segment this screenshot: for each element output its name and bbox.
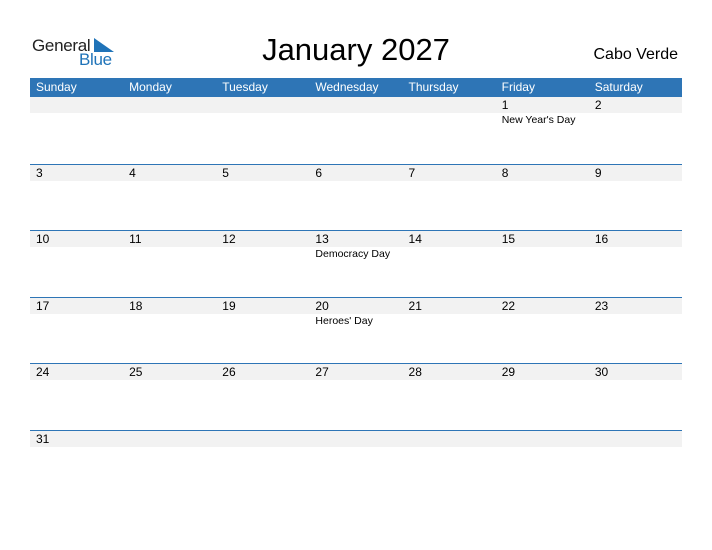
day-cell <box>589 431 682 491</box>
day-number: 22 <box>501 298 516 313</box>
day-cell <box>30 231 123 291</box>
day-cell <box>309 231 402 291</box>
day-number: 1 <box>501 98 509 112</box>
day-number: 19 <box>222 298 236 313</box>
day-cell <box>309 165 402 225</box>
day-cell <box>496 298 589 358</box>
day-number: 23 <box>594 298 609 313</box>
day-cell <box>496 97 589 157</box>
day-cell <box>403 298 496 358</box>
day-cell <box>403 231 496 291</box>
day-number: 7 <box>408 165 416 180</box>
day-number: 4 <box>129 165 136 180</box>
weekday-saturday: Saturday <box>594 80 643 94</box>
logo-text-blue: Blue <box>79 50 112 69</box>
holiday-label: Heroes' Day <box>315 314 373 327</box>
day-cell <box>123 165 216 225</box>
day-cell <box>216 165 309 225</box>
day-number: 5 <box>222 165 229 180</box>
day-cell <box>30 97 123 157</box>
weekday-sunday: Sunday <box>36 80 77 94</box>
day-number: 11 <box>129 232 142 247</box>
weekday-friday: Friday <box>501 80 535 94</box>
day-cell <box>216 431 309 491</box>
day-number: 6 <box>315 165 323 180</box>
day-number: 15 <box>501 232 516 247</box>
day-cell <box>123 97 216 157</box>
day-cell <box>589 97 682 157</box>
day-cell <box>589 298 682 358</box>
day-cell <box>123 298 216 358</box>
day-cell <box>309 298 402 358</box>
day-cell <box>216 97 309 157</box>
day-cell <box>30 165 123 225</box>
weekday-monday: Monday <box>129 80 172 94</box>
weekday-tuesday: Tuesday <box>222 80 268 94</box>
day-cell <box>496 364 589 424</box>
weekday-header <box>30 78 682 97</box>
calendar-weeks <box>30 97 682 497</box>
calendar-week-row <box>30 230 682 297</box>
day-number: 3 <box>36 165 43 180</box>
day-number: 27 <box>315 365 329 380</box>
day-number: 13 <box>315 232 329 247</box>
calendar-week-row <box>30 164 682 231</box>
day-cell <box>403 165 496 225</box>
day-cell <box>589 231 682 291</box>
country-name: Cabo Verde <box>593 46 678 63</box>
logo-text-general: General <box>32 36 91 55</box>
day-cell <box>216 231 309 291</box>
day-cell <box>309 364 402 424</box>
day-number: 10 <box>36 232 50 247</box>
day-cell <box>123 431 216 491</box>
calendar-week-row <box>30 430 682 497</box>
day-number: 28 <box>408 365 422 380</box>
holiday-label: New Year's Day <box>501 114 576 126</box>
day-number: 17 <box>36 298 50 313</box>
calendar-week-row <box>30 363 682 430</box>
day-cell <box>30 364 123 424</box>
day-cell <box>589 165 682 225</box>
day-number: 16 <box>594 232 609 247</box>
day-number: 20 <box>315 298 329 313</box>
day-cell <box>589 364 682 424</box>
calendar-week-row <box>30 297 682 364</box>
day-cell <box>309 97 402 157</box>
day-cell <box>403 364 496 424</box>
day-number: 12 <box>222 232 236 247</box>
day-number: 30 <box>594 365 609 380</box>
day-number: 24 <box>36 365 50 380</box>
day-number: 26 <box>222 365 236 380</box>
day-number: 14 <box>408 232 422 247</box>
day-cell <box>123 231 216 291</box>
day-cell <box>403 431 496 491</box>
day-number: 21 <box>408 298 422 313</box>
weekday-thursday: Thursday <box>408 80 459 94</box>
day-cell <box>123 364 216 424</box>
calendar-week-row <box>30 97 682 164</box>
weekday-wednesday: Wednesday <box>315 80 379 94</box>
day-cell <box>216 298 309 358</box>
day-number: 8 <box>501 165 509 180</box>
day-cell <box>30 431 123 491</box>
day-number: 18 <box>129 298 143 313</box>
day-cell <box>309 431 402 491</box>
day-cell <box>30 298 123 358</box>
day-number: 9 <box>594 165 602 180</box>
day-cell <box>403 97 496 157</box>
day-number: 29 <box>501 365 516 380</box>
day-cell <box>216 364 309 424</box>
day-cell <box>496 231 589 291</box>
day-cell <box>496 431 589 491</box>
day-number: 31 <box>36 431 50 446</box>
day-cell <box>496 165 589 225</box>
day-number: 25 <box>129 365 143 380</box>
holiday-label: Democracy Day <box>315 248 391 261</box>
page-title: January 2027 <box>262 32 450 67</box>
calendar-grid <box>30 78 682 497</box>
day-number: 2 <box>594 98 602 112</box>
